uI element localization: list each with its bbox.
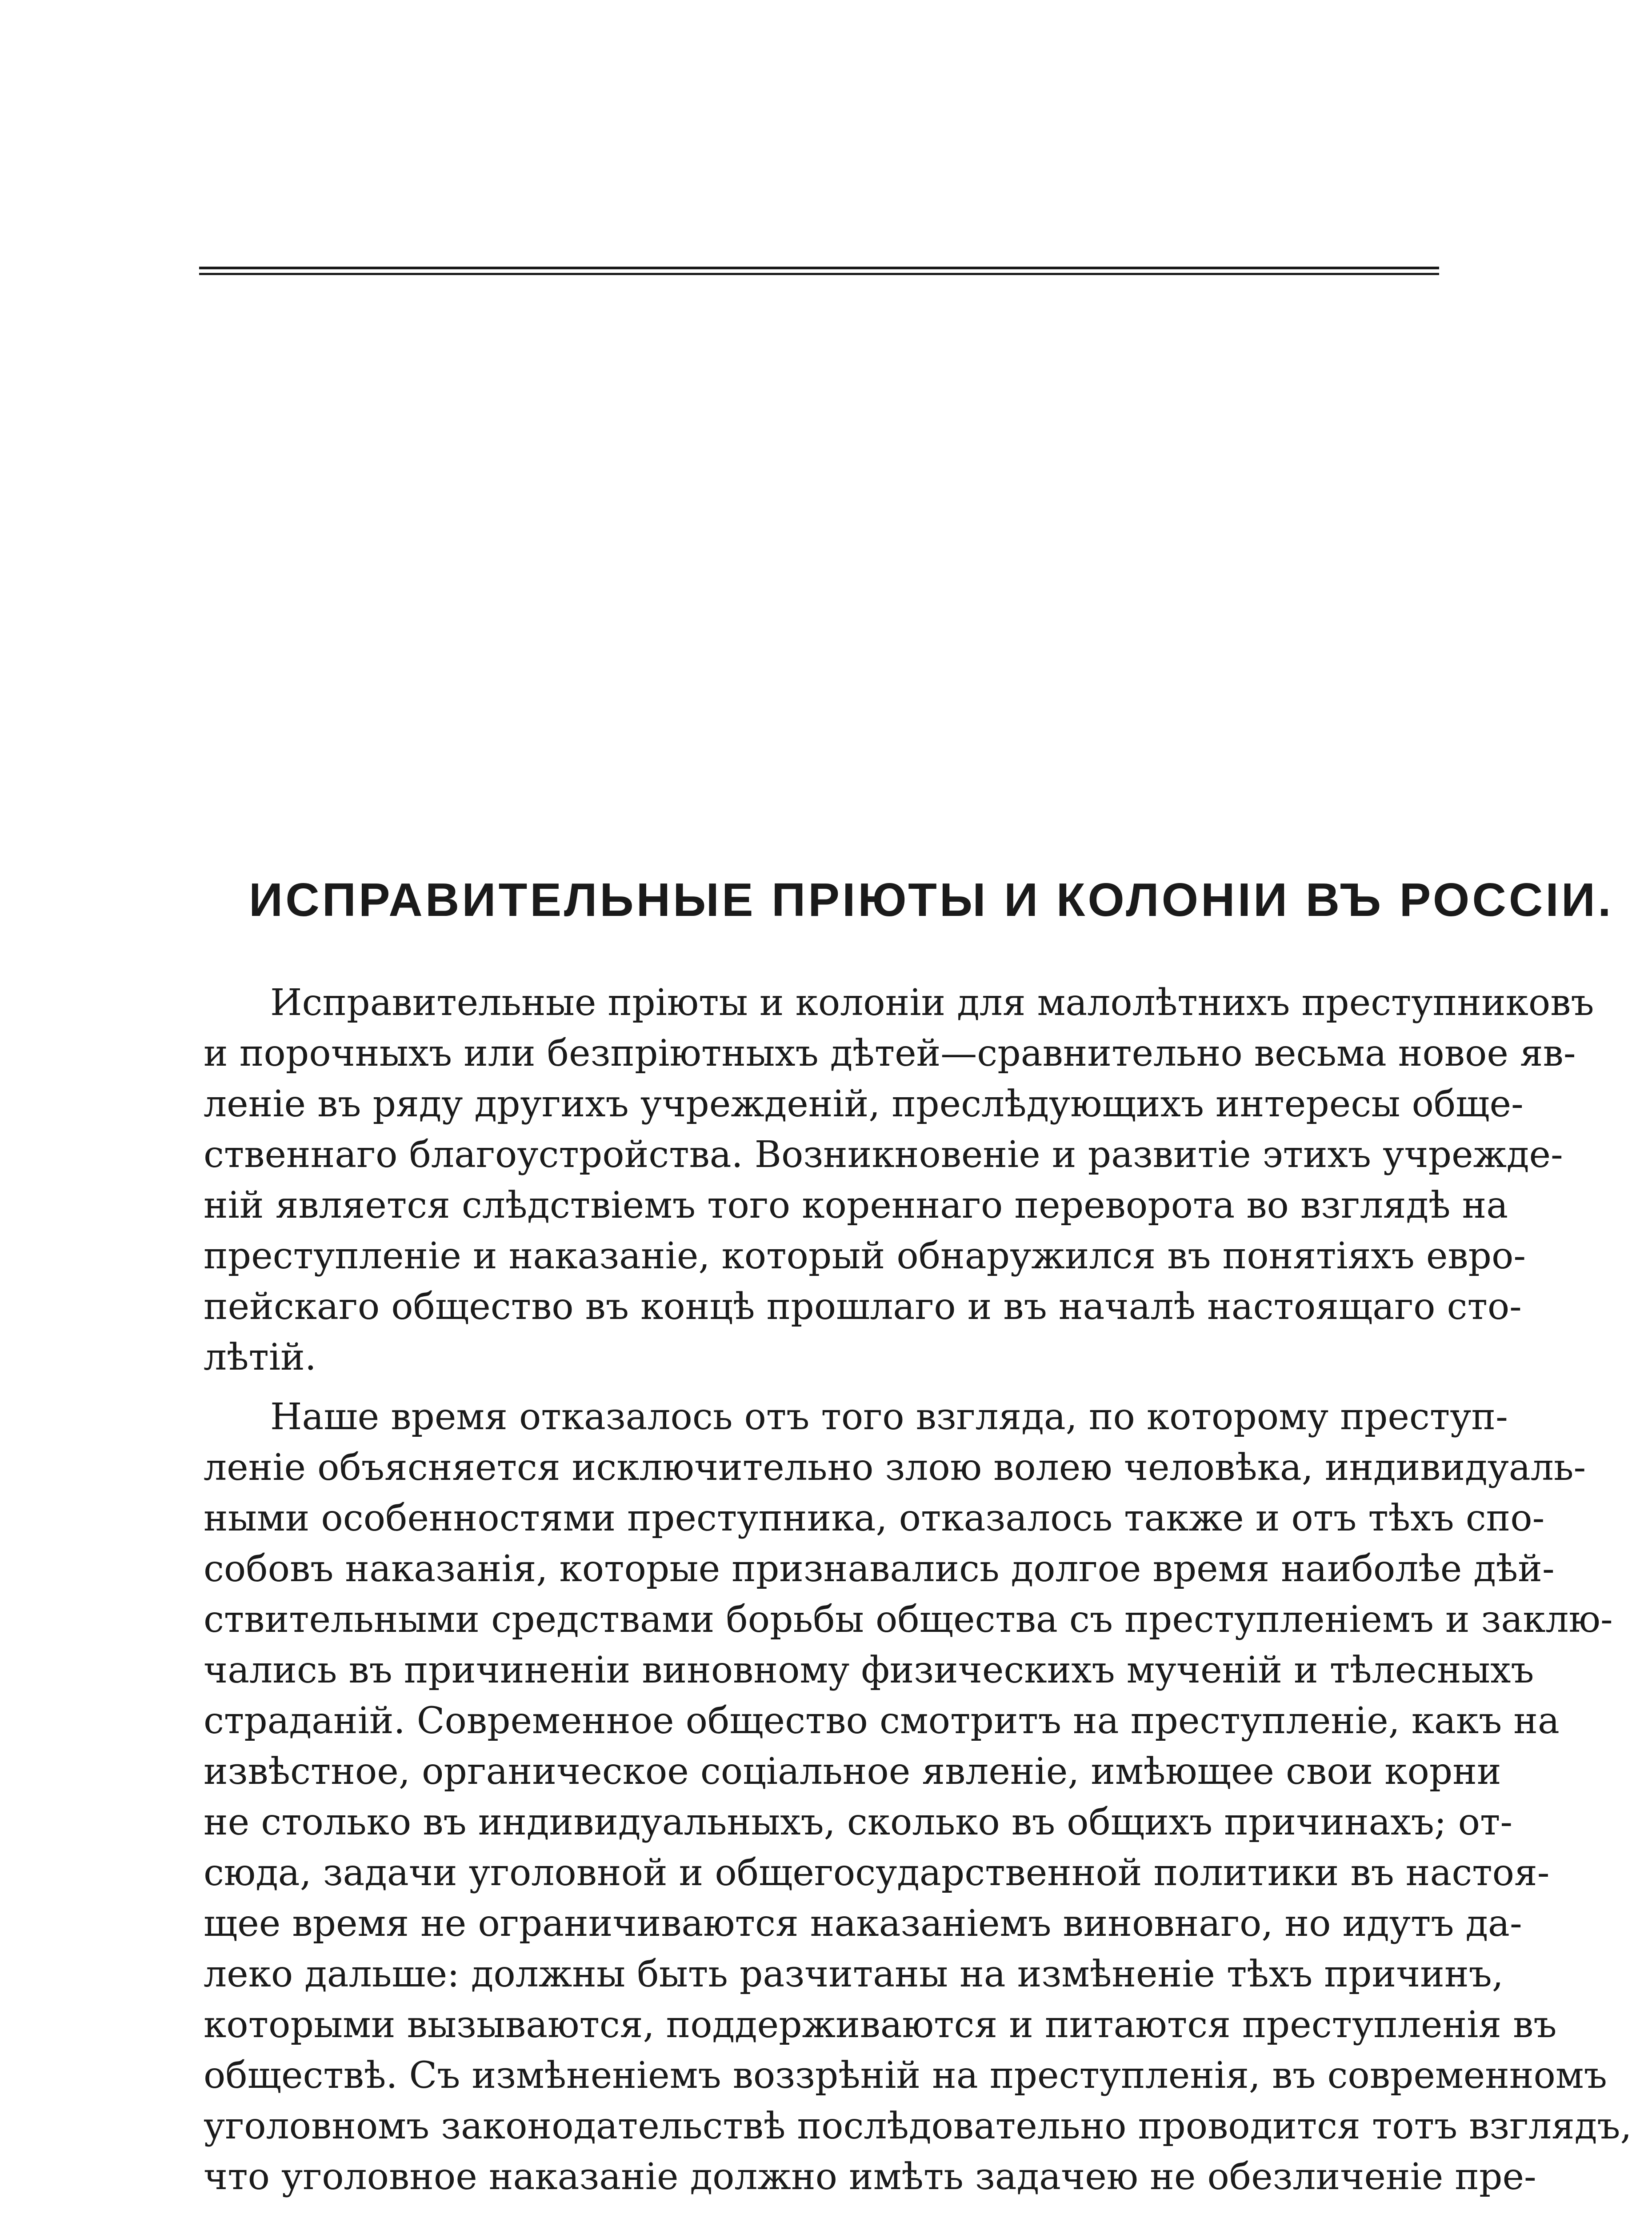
paragraph-gap xyxy=(204,1383,1437,1392)
header-rule-top xyxy=(199,267,1439,269)
paragraph-1 xyxy=(204,978,1594,1383)
text-line: сюда, задачи уголовной и общегосударственной политики въ настоя- xyxy=(204,1852,1550,1894)
text-line: ными особенностями преступника, отказалось также и отъ тѣхъ спо- xyxy=(204,1497,1545,1539)
text-line: что уголовное наказаніе должно имѣть задачею не обезличеніе пре- xyxy=(204,2156,1536,2198)
text-line: леко дальше: должны быть разчитаны на измѣненіе тѣхъ причинъ, xyxy=(204,1953,1504,1995)
text-line: ственнаго благоустройства. Возникновеніе и развитіе этихъ учрежде- xyxy=(204,1134,1563,1176)
text-line: и порочныхъ или безпріютныхъ дѣтей—сравнительно весьма новое яв- xyxy=(204,1032,1576,1075)
header-rule-bottom xyxy=(199,273,1439,275)
body-text xyxy=(204,978,1632,2202)
chapter-title: ИСПРАВИТЕЛЬНЫЕ ПРІЮТЫ И КОЛОНІИ ВЪ РОССІИ. xyxy=(249,874,1614,926)
text-line: леніе объясняется исключительно злою волею человѣка, индивидуаль- xyxy=(204,1447,1586,1489)
text-line: преступленіе и наказаніе, который обнаружился въ понятіяхъ евро- xyxy=(204,1235,1526,1277)
text-line: уголовномъ законодательствѣ послѣдовательно проводится тотъ взглядъ, xyxy=(204,2105,1632,2147)
paragraph-2 xyxy=(204,1392,1632,2202)
text-line: ствительными средствами борьбы общества съ преступленіемъ и заклю- xyxy=(204,1599,1613,1641)
text-line: щее время не ограничиваются наказаніемъ виновнаго, но идутъ да- xyxy=(204,1902,1522,1945)
text-line: Исправительные пріюты и колоніи для малолѣтнихъ преступниковъ xyxy=(270,982,1594,1024)
text-line: пейскаго общество въ концѣ прошлаго и въ началѣ настоящаго сто- xyxy=(204,1286,1522,1328)
text-line: Наше время отказалось отъ того взгляда, по которому преступ- xyxy=(270,1396,1508,1438)
text-line: страданій. Современное общество смотритъ на преступленіе, какъ на xyxy=(204,1700,1560,1742)
text-line: ній является слѣдствіемъ того кореннаго переворота во взглядѣ на xyxy=(204,1184,1508,1227)
text-line: лѣтій. xyxy=(204,1336,316,1379)
text-line: чались въ причиненіи виновному физическихъ мученій и тѣлесныхъ xyxy=(204,1649,1534,1691)
header-double-rule xyxy=(199,267,1439,278)
text-line: извѣстное, органическое соціальное явленіе, имѣющее свои корни xyxy=(204,1750,1501,1793)
text-line: которыми вызываются, поддерживаются и питаются преступленія въ xyxy=(204,2004,1557,2046)
text-line: собовъ наказанія, которые признавались долгое время наиболѣе дѣй- xyxy=(204,1548,1555,1590)
text-line: обществѣ. Съ измѣненіемъ воззрѣній на преступленія, въ современномъ xyxy=(204,2054,1607,2097)
text-line: леніе въ ряду другихъ учрежденій, преслѣдующихъ интересы обще- xyxy=(204,1083,1524,1125)
text-line: не столько въ индивидуальныхъ, сколько въ общихъ причинахъ; от- xyxy=(204,1801,1513,1843)
